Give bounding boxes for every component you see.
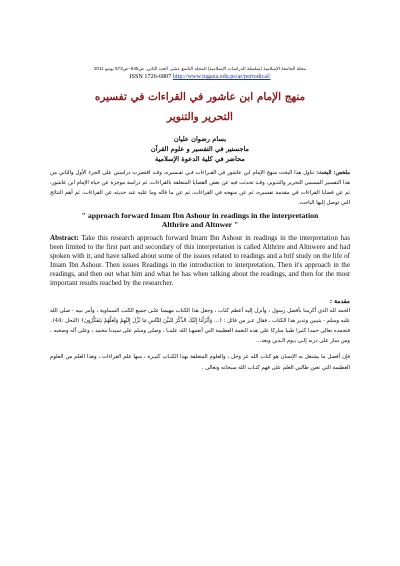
- introduction-body: [50, 306, 350, 373]
- introduction-heading: مقدمة :: [329, 297, 350, 305]
- arabic-abstract-label: ملخص: البحث:: [316, 170, 350, 176]
- intro-paragraph-3: فإن أفضل ما يشتغل به الإنسان هو كتاب الله عز وجل ، والعلوم المتعلقة بهذا الكتـاب كثيـرة ، منها علم القراءات ، وهذا العلم من العلوم العظيمة التي تعين طالبي العلم على فهم كتـاب الله سبحانه وتعالى .: [50, 354, 350, 371]
- english-abstract-text: Take this research approach forward Imam Ibn Ashour in readings in the interpretation has been limited to the first part and secondary of this interpretation is called Althrire and Altnwere and had spoken with it, and have talked about some of the issues related to readings and a brif study on the life of Imam Ibn Ashour. Then issues Readings in the introduction to interpretation, Then it's approach in the readings, and then out what him and what he has when talking about the readings, and then for the most important results reached by the researcher.: [50, 234, 350, 288]
- issn-number: ISSN 1726-6807: [129, 73, 172, 80]
- english-abstract-label: Abstract:: [50, 234, 79, 242]
- author-affiliation: محاضر في كلية الدعوة الإسلامية: [155, 155, 245, 163]
- author-degree: ماجستير في التفسير و علوم القرآن: [150, 145, 250, 153]
- arabic-abstract: [50, 168, 350, 208]
- journal-citation: مجلة الجامعة الإسلامية (سلسلة الدراسات الإسلامية) المجلد التاسع عشر، العدد الثاني، ص545–ص573 يونيو 2011: [93, 66, 307, 71]
- author-name: بسام رضوان عليان: [173, 135, 227, 143]
- arabic-abstract-text: تناول هذا البحث منهج الإمام ابن عاشور في القـراءات فـي تفـسيره، وقـد اقتصرت دراستي على الجزء الأول والثاني من هذا التفسير المسمى التحرير والتنـوير، وقـد تحدثت فيه عن بعض القضايا المتعلقة بالقراءات، ثم دراسة موجزة عن حياة الإمام ابن عاشور، ثم عن قضايا القراءات في مقدمة تفسيره، ثم عن منهجه في القراءات، ثم عن ما قاله وما عليه عند حديثه عن القراءات، ثم أهم النتائج التي توصل إليها الباحث.: [50, 170, 350, 206]
- arabic-title-line1: منهج الإمام ابن عاشور في القراءات في تفسيره: [94, 91, 306, 103]
- journal-url-link[interactable]: http://www.iugaza.edu.ps/ar/periodical/: [172, 73, 271, 80]
- english-title-line1: " approach forward Imam Ibn Ashour in readings in the interpretation: [81, 211, 319, 220]
- intro-paragraph-1: الحمد لله الذي أكرمنا بأفضل رسول ، وأنزل إليه أعظم كتاب ، وجعل هذا الكتاب مهيمنا علـى جميع الكتب السماوية ، وأمر نبيه - صلى الله عليه وسلم - بتبيين وتدبر هذا الكتاب ، فقال عـز من قائل : ﴿... وَأَنْزَلْنَا إِلَيْكَ الذِّكْرَ لِتُبَيِّنَ لِلنَّاسِ مَا نُزِّلَ إِلَيْهِمْ وَلَعَلَّهُمْ يَتَفَكَّرُونَ﴾ (النحل :44).: [50, 307, 350, 324]
- arabic-title-line2: التحرير والتنوير: [167, 111, 233, 123]
- english-abstract: [50, 234, 350, 289]
- english-title-line2: Althrire and Altnwer ": [161, 220, 239, 229]
- issn-line: [50, 73, 350, 80]
- intro-paragraph-2: فنحمده تعالى حمدا كثيرا طيبا مباركا على هذه النعمة العظيمة التي أنعمهـا الله علينـا ، وصلى وسلم على سيدنا محمد ، وعلى آله وصحبه ، ومن سار على دربه إلـى يـوم الـدين وبعد...: [50, 327, 350, 345]
- english-title: [50, 211, 350, 229]
